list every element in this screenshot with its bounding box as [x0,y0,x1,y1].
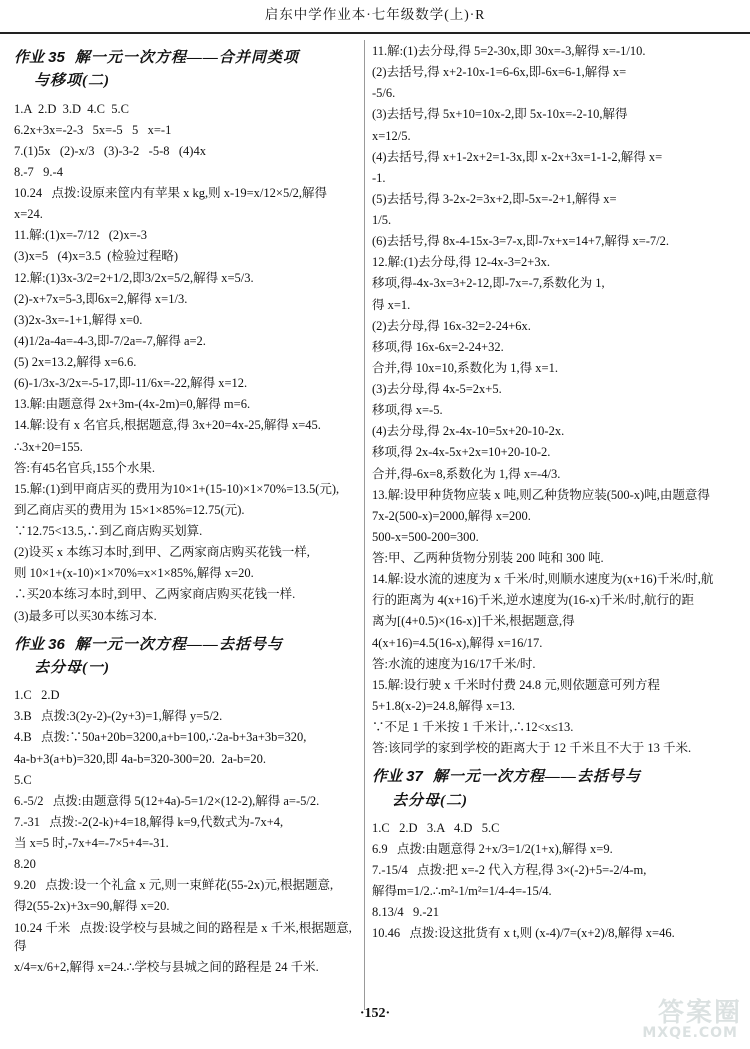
section-35-heading-cont: 与移项(二) [34,73,110,90]
section-37-heading: 解一元一次方程——去括号与 [432,769,641,786]
answer-line: (3)去括号,得 5x+10=10x-2,即 5x-10x=-2-10,解得 [372,107,628,122]
answer-line: 11.解:(1)去分母,得 5=2-30x,即 30x=-3,解得 x=-1/10. [372,44,646,58]
section-37-heading-cont: 去分母(二) [392,792,468,809]
answer-line: ∵12.75<13.5,∴到乙商店购买划算. [14,524,203,538]
watermark-url: MXQE.COM [642,1024,738,1041]
answer-line: -5/6. [372,86,396,101]
answer-line: 则 10×1+(x-10)×1×70%=x×1×85%,解得 x=20. [14,566,254,581]
answer-line: 9.20 点拨:设一个礼盒 x 元,则一束鲜花(55-2x)元,根据题意, [14,878,334,893]
answer-line: 5.C [14,772,32,787]
answer-line: (2)去分母,得 16x-32=2-24+6x. [372,318,531,333]
answer-line: (3)2x-3x=-1+1,解得 x=0. [14,312,143,327]
answer-line: 移项,得 2x-4x-5x+2x=10+20-10-2. [372,445,551,460]
section-35-answers [14,100,360,625]
section-36-title [14,633,360,681]
answer-line: 1/5. [372,213,392,227]
answer-line: 10.24 点拨:设原来筐内有苹果 x kg,则 x-19=x/12×5/2,解得 [14,186,328,200]
answer-line: 得2(55-2x)+3x=90,解得 x=20. [14,899,170,914]
answer-line: (4)去分母,得 2x-4x-10=5x+20-10-2x. [372,424,565,439]
page-header: 启东中学作业本·七年级数学(上)·R [0,0,750,34]
answer-line: (4)去括号,得 x+1-2x+2=1-3x,即 x-2x+3x=1-1-2,解得 x= [372,149,663,164]
answer-line: 答:甲、乙两种货物分别装 200 吨和 300 吨. [372,551,604,565]
answer-line: 得 x=1. [372,297,411,312]
answer-line: 7x-2(500-x)=2000,解得 x=200. [372,508,531,523]
answer-line: (6)去括号,得 8x-4-15x-3=7-x,即-7x+x=14+7,解得 x=-7/2. [372,234,670,249]
answer-line: 到乙商店买的费用为 15×1×85%=12.75(元). [14,502,245,517]
answer-line: 行的距离为 4(x+16)千米,逆水速度为(16-x)千米/时,航行的距 [372,593,694,608]
answer-line: 移项,得-4x-3x=3+2-12,即-7x=-7,系数化为 1, [372,276,605,291]
answer-line: (2)去括号,得 x+2-10x-1=6-6x,即-6x=6-1,解得 x= [372,65,627,80]
answer-line: 14.解:设有 x 名官兵,根据题意,得 3x+20=4x-25,解得 x=45. [14,418,321,433]
answer-line: ∵不足 1 千米按 1 千米计,∴12<x≤13. [372,720,574,734]
answer-line: (3)最多可以买30本练习本. [14,608,157,623]
answer-line: 答:该同学的家到学校的距离大于 12 千米且不大于 13 千米. [372,741,692,756]
answer-line: 12.解:(1)3x-3/2=2+1/2,即3/2x=5/2,解得 x=5/3. [14,270,254,285]
right-column [372,42,736,1002]
answer-line: 合并,得-6x=8,系数化为 1,得 x=-4/3. [372,466,561,481]
answer-line: 3.B 点拨:3(2y-2)-(2y+3)=1,解得 y=5/2. [14,709,223,724]
answer-line: (3)x=5 (4)x=3.5 (检验过程略) [14,249,179,264]
section-36-answers [14,686,360,976]
answer-line: 答:水流的速度为16/17千米/时. [372,656,536,671]
answer-line: 合并,得 10x=10,系数化为 1,得 x=1. [372,360,558,375]
answer-line: 12.解:(1)去分母,得 12-4x-3=2+3x. [372,255,550,270]
column-divider [364,40,365,1010]
answer-line: x=24. [14,207,43,222]
section-36-heading-cont: 去分母(一) [34,659,110,676]
answer-line: 7.-31 点拨:-2(2-k)+4=18,解得 k=9,代数式为-7x+4, [14,814,284,829]
answer-line: 当 x=5 时,-7x+4=-7×5+4=-31. [14,836,169,850]
answer-line: x/4=x/6+2,解得 x=24.∴学校与县城之间的路程是 24 千米. [14,959,319,974]
left-column [14,42,360,1002]
answer-line: ∴3x+20=155. [14,439,83,454]
answer-line: 13.解:由题意得 2x+3m-(4x-2m)=0,解得 m=6. [14,397,251,412]
section-35-title [14,46,360,94]
answer-line: ∴买20本练习本时,到甲、乙两家商店购买花钱一样. [14,587,296,602]
answer-line: (4)1/2a-4a=-4-3,即-7/2a=-7,解得 a=2. [14,333,206,348]
answer-line: (5)去括号,得 3-2x-2=3x+2,即-5x=-2+1,解得 x= [372,191,617,206]
answer-line: 4a-b+3(a+b)=320,即 4a-b=320-300=20. 2a-b=20. [14,751,266,766]
section-37-answers [372,819,736,943]
answer-line: 8.-7 9.-4 [14,164,63,179]
answer-line: 6.9 点拨:由题意得 2+x/3=1/2(1+x),解得 x=9. [372,841,613,856]
answer-line: 11.解:(1)x=-7/12 (2)x=-3 [14,228,148,243]
watermark-mark: 答案圈 [657,998,742,1028]
answer-line: 14.解:设水流的速度为 x 千米/时,则顺水速度为(x+16)千米/时,航 [372,572,714,587]
answer-line: (6)-1/3x-3/2x=-5-17,即-11/6x=-22,解得 x=12. [14,376,248,391]
answer-line: 500-x=500-200=300. [372,529,479,544]
answer-line: 13.解:设甲种货物应装 x 吨,则乙种货物应装(500-x)吨,由题意得 [372,487,710,502]
answer-line: 8.13/4 9.-21 [372,905,440,920]
answer-line: 10.24 千米 点拨:设学校与县城之间的路程是 x 千米,根据题意,得 [14,920,352,953]
answer-line: 7.(1)5x (2)-x/3 (3)-3-2 -5-8 (4)4x [14,143,206,158]
answer-line: 4.B 点拨:∵50a+20b=3200,a+b=100,∴2a-b+3a+3b=320, [14,730,307,745]
answer-line: (2)设买 x 本练习本时,到甲、乙两家商店购买花钱一样, [14,545,310,560]
answer-line: 15.解:设行驶 x 千米时付费 24.8 元,则依题意可列方程 [372,677,660,692]
section-36-tag: 作业 36 [14,635,65,653]
answer-line: 7.-15/4 点拨:把 x=-2 代入方程,得 3×(-2)+5=-2/4-m, [372,863,647,877]
answer-line: 6.-5/2 点拨:由题意得 5(12+4a)-5=1/2×(12-2),解得 a=-5/2. [14,793,320,808]
answer-line: 1.C 2.D [14,688,60,703]
answer-line: 6.2x+3x=-2-3 5x=-5 5 x=-1 [14,122,172,137]
answer-line: 移项,得 16x-6x=2-24+32. [372,339,504,354]
answer-line: (3)去分母,得 4x-5=2x+5. [372,382,502,396]
answer-line: 8.20 [14,857,36,872]
watermark-logo [612,995,742,1043]
section-35-heading: 解一元一次方程——合并同类项 [74,50,299,66]
answer-line: 5+1.8(x-2)=24.8,解得 x=13. [372,698,516,713]
answer-line: 离为[(4+0.5)×(16-x)]千米,根据题意,得 [372,614,575,629]
answer-line: x=12/5. [372,128,411,143]
answer-line: -1. [372,170,386,185]
section-37-tag: 作业 37 [372,768,423,786]
answer-line: 解得m=1/2.∴m²-1/m²=1/4-4=-15/4. [372,884,552,899]
answer-line: 15.解:(1)到甲商店买的费用为10×1+(15-10)×1×70%=13.5(元), [14,481,340,496]
section-36-heading: 解一元一次方程——去括号与 [74,636,283,653]
section-36-answers-cont [372,42,736,757]
section-37-title [372,765,736,813]
answer-line: (5) 2x=13.2,解得 x=6.6. [14,355,137,369]
answer-line: 4(x+16)=4.5(16-x),解得 x=16/17. [372,635,543,650]
answer-line: 移项,得 x=-5. [372,403,443,418]
answer-line: 10.46 点拨:设这批货有 x t,则 (x-4)/7=(x+2)/8,解得 x=46. [372,926,675,941]
answer-line: 1.C 2.D 3.A 4.D 5.C [372,820,500,835]
page-number: ·152· [359,1006,391,1021]
answer-line: (2)-x+7x=5-3,即6x=2,解得 x=1/3. [14,291,188,306]
answer-line: 1.A 2.D 3.D 4.C 5.C [14,101,129,116]
answer-line: 答:有45名官兵,155个水果. [14,460,155,475]
section-35-tag: 作业 35 [14,49,65,66]
